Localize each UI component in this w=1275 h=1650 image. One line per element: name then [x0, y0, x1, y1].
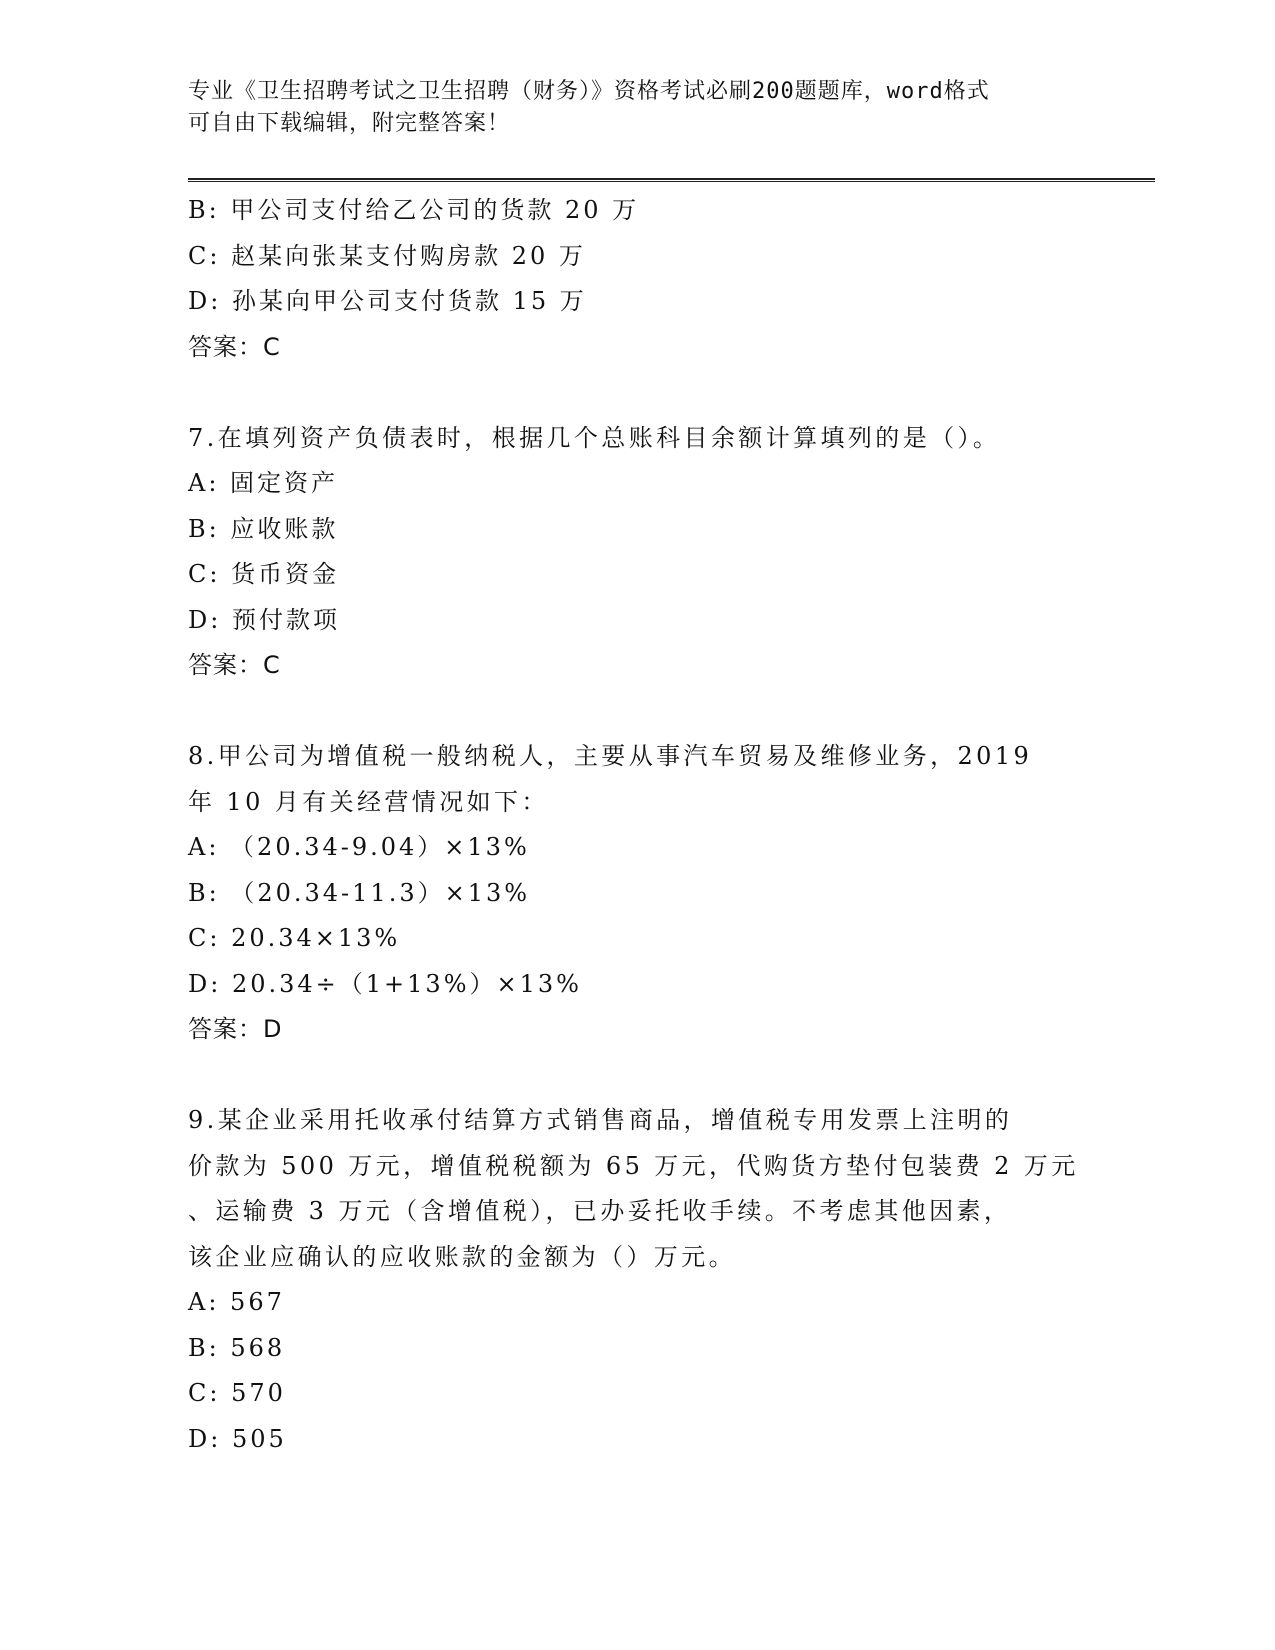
option-a: A: 固定资产: [188, 469, 339, 497]
option-b: B: 应收账款: [188, 514, 339, 543]
answer-label: 答案：D: [188, 1015, 283, 1043]
question-stem: [188, 416, 1088, 462]
option-d: D: 20.34÷（1+13%）×13%: [188, 969, 582, 998]
header-line-2: 可自由下载编辑，附完整答案！: [188, 111, 511, 136]
answer-label: 答案：C: [188, 332, 281, 361]
stem-line: 价款为 500 万元，增值税税额为 65 万元，代购货方垫付包装费 2 万元: [188, 1151, 1079, 1180]
option-b: B: 甲公司支付给乙公司的货款 20 万: [188, 196, 640, 224]
option-b: B: 568: [188, 1333, 286, 1362]
option-d: D: 505: [188, 1424, 287, 1453]
header-line-1: 专业《卫生招聘考试之卫生招聘（财务）》资格考试必刷200题题库，word格式: [188, 79, 990, 104]
question-7: [188, 416, 1088, 689]
question-stem: [188, 1098, 1088, 1280]
option-b: B: （20.34-11.3）×13%: [188, 878, 531, 907]
stem-line: 7.在填列资产负债表时，根据几个总账科目余额计算填列的是（）。: [188, 423, 1001, 452]
option-a: A: （20.34-9.04）×13%: [188, 833, 530, 861]
question-list: [188, 188, 1088, 1462]
stem-line: 9.某企业采用托收承付结算方式销售商品，增值税专用发票上注明的: [188, 1106, 1013, 1134]
question-6: [188, 188, 1088, 370]
question-stem: [188, 734, 1088, 825]
option-a: A: 567: [188, 1288, 285, 1316]
question-9: [188, 1098, 1088, 1462]
option-d: D: 预付款项: [188, 605, 340, 634]
header-divider: [188, 178, 1155, 182]
option-c: C: 20.34×13%: [188, 924, 401, 952]
spacer: [188, 370, 1088, 416]
answer-label: 答案：C: [188, 651, 281, 679]
stem-line: 该企业应确认的应收账款的金额为（）万元。: [188, 1242, 736, 1271]
option-c: C: 赵某向张某支付购房款 20 万: [188, 241, 586, 270]
stem-line: 年 10 月有关经营情况如下：: [188, 787, 549, 816]
document-header: [188, 76, 1068, 140]
option-c: C: 570: [188, 1379, 286, 1407]
spacer: [188, 689, 1088, 735]
option-c: C: 货币资金: [188, 560, 340, 588]
spacer: [188, 1053, 1088, 1099]
question-8: [188, 734, 1088, 1053]
stem-line: 8.甲公司为增值税一般纳税人，主要从事汽车贸易及维修业务，2019: [188, 742, 1033, 770]
option-d: D: 孙某向甲公司支付货款 15 万: [188, 287, 587, 315]
stem-line: 、运输费 3 万元（含增值税），已办妥托收手续。不考虑其他因素，: [188, 1197, 1012, 1225]
